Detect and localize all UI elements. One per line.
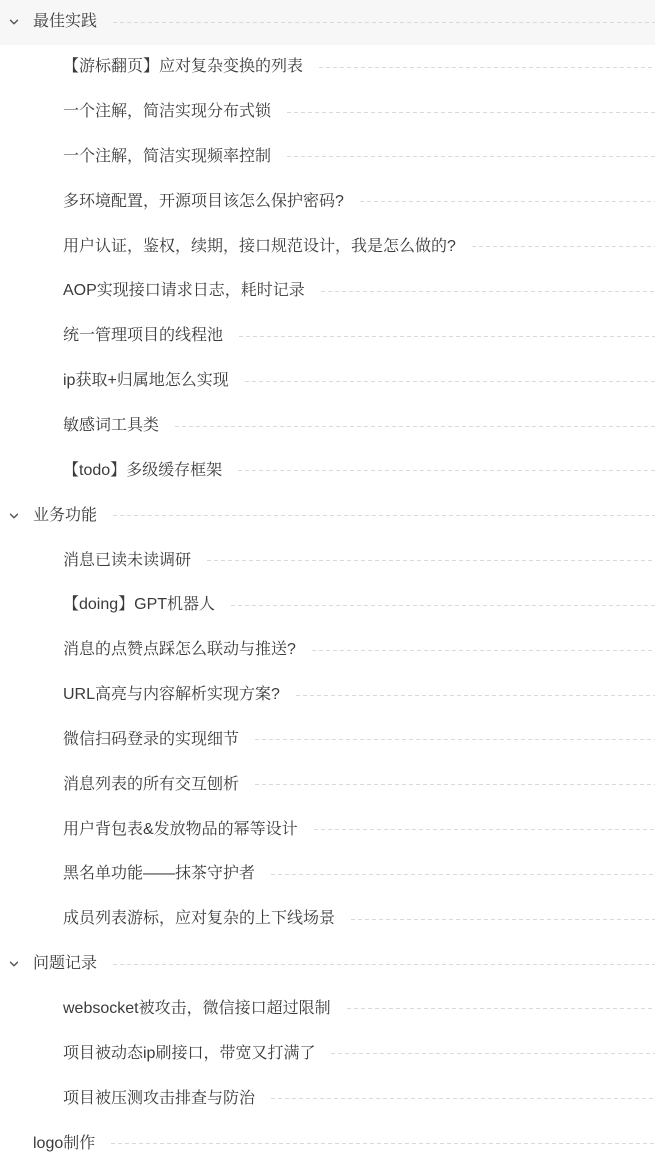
leader-line <box>207 560 655 561</box>
tree-section-row[interactable] <box>0 493 655 538</box>
leader-line <box>271 874 655 875</box>
tree-item-row[interactable] <box>0 224 655 269</box>
tree-item-row[interactable] <box>0 1121 655 1166</box>
row-label[interactable]: 一个注解，简洁实现分布式锁 <box>63 103 272 121</box>
tree-item-row[interactable] <box>0 269 655 314</box>
leader-line <box>255 784 655 785</box>
tree-item-row[interactable] <box>0 45 655 90</box>
tree-item-row[interactable] <box>0 762 655 807</box>
row-label[interactable]: 消息已读未读调研 <box>63 551 192 569</box>
row-label[interactable]: 微信扫码登录的实现细节 <box>63 730 240 748</box>
tree-item-row[interactable] <box>0 1076 655 1121</box>
tree-item-row[interactable] <box>0 448 655 493</box>
row-label[interactable]: 统一管理项目的线程池 <box>63 327 224 345</box>
tree-item-row[interactable] <box>0 852 655 897</box>
leader-line <box>331 1053 655 1054</box>
tree-section-row[interactable] <box>0 942 655 987</box>
leader-line <box>321 291 655 292</box>
leader-line <box>113 515 655 516</box>
row-label[interactable]: 业务功能 <box>33 506 98 524</box>
chevron-down-icon[interactable] <box>8 16 20 28</box>
leader-line <box>360 201 655 202</box>
leader-line <box>347 1008 655 1009</box>
row-label[interactable]: URL高亮与内容解析实现方案? <box>63 686 280 704</box>
row-label[interactable]: 黑名单功能——抹茶守护者 <box>63 865 256 883</box>
leader-line <box>287 156 655 157</box>
tree-item-row[interactable] <box>0 1031 655 1076</box>
row-label[interactable]: 【doing】GPT机器人 <box>63 596 216 614</box>
row-label[interactable]: 用户认证，鉴权，续期，接口规范设计，我是怎么做的? <box>63 237 456 255</box>
row-label[interactable]: ip获取+归属地怎么实现 <box>63 372 229 390</box>
row-label[interactable]: 多环境配置，开源项目该怎么保护密码? <box>63 192 344 210</box>
tree-item-row[interactable] <box>0 179 655 224</box>
row-label[interactable]: 项目被动态ip刷接口，带宽又打满了 <box>63 1044 316 1062</box>
leader-line <box>245 381 655 382</box>
chevron-down-icon[interactable] <box>8 510 20 522</box>
leader-line <box>287 112 655 113</box>
tree-item-row[interactable] <box>0 987 655 1032</box>
tree-item-row[interactable] <box>0 583 655 628</box>
leader-line <box>319 67 655 68</box>
leader-line <box>255 739 655 740</box>
row-label[interactable]: 【todo】多级缓存框架 <box>63 461 223 479</box>
row-label[interactable]: 项目被压测攻击排查与防治 <box>63 1089 256 1107</box>
leader-line <box>312 650 655 651</box>
tree-item-row[interactable] <box>0 718 655 763</box>
row-label[interactable]: 一个注解，简洁实现频率控制 <box>63 147 272 165</box>
tree-item-row[interactable] <box>0 90 655 135</box>
leader-line <box>231 605 655 606</box>
tree-item-row[interactable] <box>0 807 655 852</box>
tree-item-row[interactable] <box>0 404 655 449</box>
tree-item-row[interactable] <box>0 673 655 718</box>
leader-line <box>175 426 655 427</box>
leader-line <box>351 919 655 920</box>
row-label[interactable]: 敏感词工具类 <box>63 417 160 435</box>
tree-item-row[interactable] <box>0 359 655 404</box>
leader-line <box>472 246 655 247</box>
row-label[interactable]: AOP实现接口请求日志，耗时记录 <box>63 282 305 300</box>
chevron-down-icon[interactable] <box>8 958 20 970</box>
row-label[interactable]: 用户背包表&发放物品的幂等设计 <box>63 820 298 838</box>
row-label[interactable]: websocket被攻击，微信接口超过限制 <box>63 999 331 1017</box>
row-label[interactable]: 最佳实践 <box>33 13 98 31</box>
tree-item-row[interactable] <box>0 897 655 942</box>
leader-line <box>238 470 655 471</box>
row-label[interactable]: 【游标翻页】应对复杂变换的列表 <box>63 58 304 76</box>
tree-item-row[interactable] <box>0 135 655 180</box>
tree-item-row[interactable] <box>0 538 655 583</box>
row-label[interactable]: 消息列表的所有交互刨析 <box>63 775 240 793</box>
leader-line <box>113 22 655 23</box>
tree-item-row[interactable] <box>0 314 655 359</box>
leader-line <box>271 1098 655 1099</box>
leader-line <box>113 964 655 965</box>
row-label[interactable]: 消息的点赞点踩怎么联动与推送? <box>63 641 296 659</box>
leader-line <box>111 1143 655 1144</box>
leader-line <box>239 336 655 337</box>
tree-section-row[interactable] <box>0 0 655 45</box>
leader-line <box>314 829 655 830</box>
leader-line <box>296 695 655 696</box>
tree-item-row[interactable] <box>0 628 655 673</box>
row-label[interactable]: 问题记录 <box>33 955 98 973</box>
row-label[interactable]: 成员列表游标，应对复杂的上下线场景 <box>63 910 336 928</box>
row-label[interactable]: logo制作 <box>33 1134 96 1152</box>
